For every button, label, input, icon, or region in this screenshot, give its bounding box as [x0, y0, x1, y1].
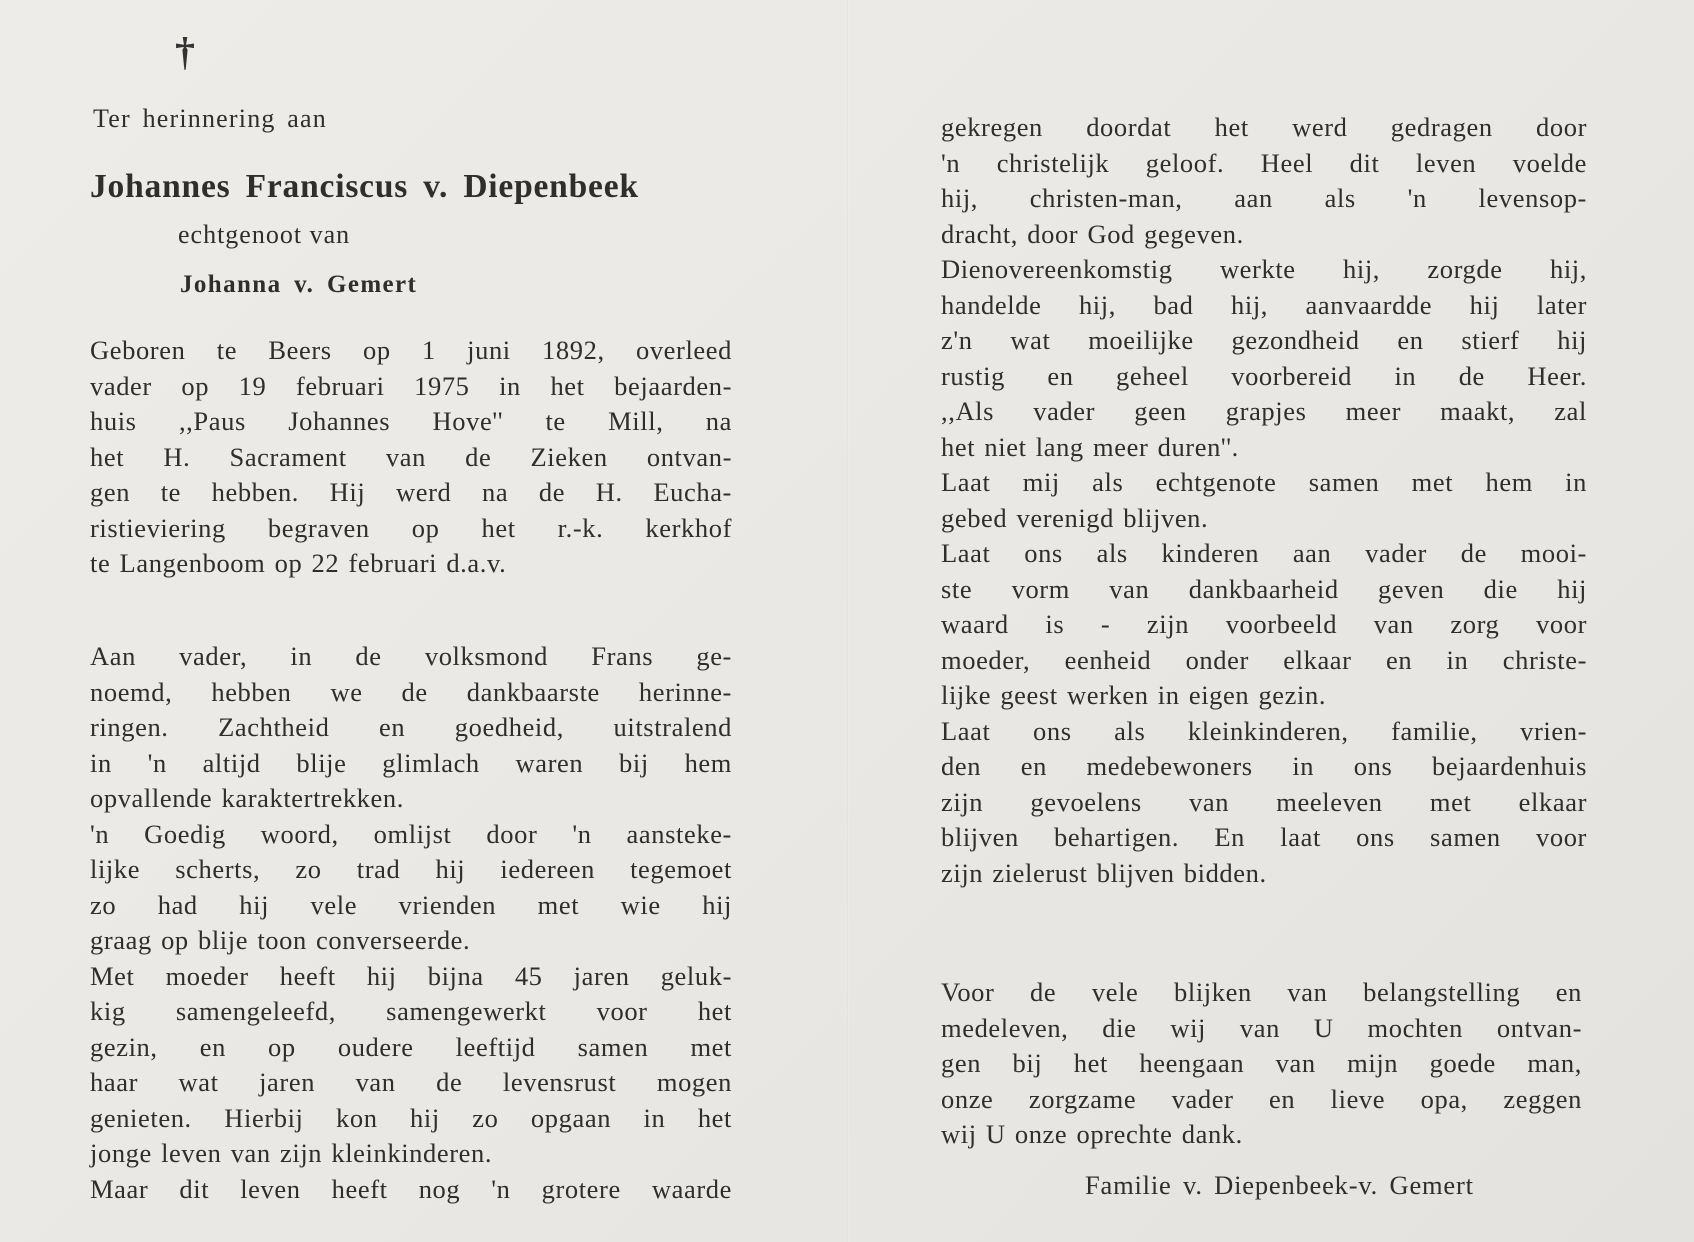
memories-line: opvallende karaktertrekken. [90, 783, 404, 813]
continuation-line: z'n wat moeilijke gezondheid en stierf hij [941, 325, 1587, 355]
continuation-line: ,,Als vader geen grapjes meer maakt, zal [941, 396, 1587, 426]
memories-line: Maar dit leven heeft nog 'n grotere waarde [90, 1173, 732, 1204]
deceased-name: Johannes Franciscus v. Diepenbeek [90, 168, 639, 205]
memories-line: zo had hij vele vrienden met wie hij [90, 889, 732, 920]
thanks-line: medeleven, die wij van U mochten ontvan- [941, 1012, 1582, 1043]
continuation-line: 'n christelijk geloof. Heel dit leven voelde [941, 147, 1587, 178]
thanks-paragraph [941, 975, 1582, 1153]
intro-text: Ter herinnering aan [93, 104, 327, 133]
memories-line: 'n Goedig woord, omlijst door 'n aansteke- [90, 818, 732, 849]
memories-line: kig samengeleefd, samengewerkt voor het [90, 996, 732, 1026]
spouse-name: Johanna v. Gemert [180, 271, 418, 298]
memories-line: graag op blije toon converseerde. [90, 925, 471, 955]
family-signature: Familie v. Diepenbeek-v. Gemert [1085, 1170, 1474, 1200]
continuation-paragraph [941, 110, 1587, 891]
birth-line: Geboren te Beers op 1 juni 1892, overleed [90, 335, 732, 365]
thanks-line: onze zorgzame vader en lieve opa, zeggen [941, 1083, 1582, 1114]
memories-line: genieten. Hierbij kon hij zo opgaan in het [90, 1102, 732, 1133]
continuation-line: handelde hij, bad hij, aanvaardde hij later [941, 289, 1587, 320]
thanks-line: Voor de vele blijken van belangstelling en [941, 977, 1582, 1007]
continuation-line: zijn zielerust blijven bidden. [941, 857, 1267, 888]
memories-line: haar wat jaren van de levensrust mogen [90, 1067, 732, 1097]
continuation-line: gekregen doordat het werd gedragen door [941, 112, 1587, 142]
birth-line: vader op 19 februari 1975 in het bejaarden- [90, 370, 732, 401]
continuation-line: rustig en geheel voorbereid in de Heer. [941, 360, 1587, 391]
continuation-line: gebed verenigd blijven. [941, 502, 1209, 533]
birth-line: te Langenboom op 22 februari d.a.v. [90, 548, 507, 578]
memories-line: noemd, hebben we de dankbaarste herinne- [90, 676, 732, 707]
card-fold [847, 0, 849, 1242]
memories-line: jonge leven van zijn kleinkinderen. [90, 1138, 493, 1168]
memories-line: ringen. Zachtheid en goedheid, uitstralend [90, 712, 732, 742]
continuation-line: dracht, door God gegeven. [941, 218, 1244, 249]
memories-line: Met moeder heeft hij bijna 45 jaren geluk- [90, 960, 732, 991]
continuation-line: waard is - zijn voorbeeld van zorg voor [941, 609, 1587, 639]
spouse-relation: echtgenoot van [178, 220, 351, 249]
continuation-line: moeder, eenheid onder elkaar en in christe- [941, 644, 1587, 675]
cross-icon: † [175, 29, 195, 74]
continuation-line: lijke geest werken in eigen gezin. [941, 680, 1327, 710]
continuation-line: hij, christen-man, aan als 'n levensop- [941, 183, 1587, 213]
continuation-line: zijn gevoelens van meeleven met elkaar [941, 786, 1587, 817]
birth-line: huis ,,Paus Johannes Hove'' te Mill, na [90, 406, 732, 436]
memories-line: in 'n altijd blije glimlach waren bij hem [90, 747, 732, 778]
birth-line: ristieviering begraven op het r.-k. kerkhof [90, 512, 732, 543]
continuation-line: blijven behartigen. En laat ons samen voor [941, 822, 1587, 852]
continuation-line: Dienovereenkomstig werkte hij, zorgde hij, [941, 254, 1587, 284]
continuation-line: Laat ons als kleinkinderen, familie, vrien- [941, 715, 1587, 746]
memories-line: lijke scherts, zo trad hij iedereen tegemoet [90, 854, 732, 884]
memories-paragraph [90, 639, 732, 1207]
birth-line: het H. Sacrament van de Zieken ontvan- [90, 441, 732, 472]
continuation-line: den en medebewoners in ons bejaardenhuis [941, 751, 1587, 781]
birth-line: gen te hebben. Hij werd na de H. Eucha- [90, 477, 732, 507]
continuation-line: het niet lang meer duren''. [941, 431, 1239, 462]
continuation-line: Laat mij als echtgenote samen met hem in [941, 467, 1587, 497]
thanks-line: wij U onze oprechte dank. [941, 1119, 1243, 1149]
memories-line: gezin, en op oudere leeftijd samen met [90, 1031, 732, 1062]
thanks-line: gen bij het heengaan van mijn goede man, [941, 1048, 1582, 1078]
birth-paragraph [90, 333, 732, 582]
continuation-line: ste vorm van dankbaarheid geven die hij [941, 573, 1587, 604]
memories-line: Aan vader, in de volksmond Frans ge- [90, 641, 732, 671]
continuation-line: Laat ons als kinderen aan vader de mooi- [941, 538, 1587, 568]
